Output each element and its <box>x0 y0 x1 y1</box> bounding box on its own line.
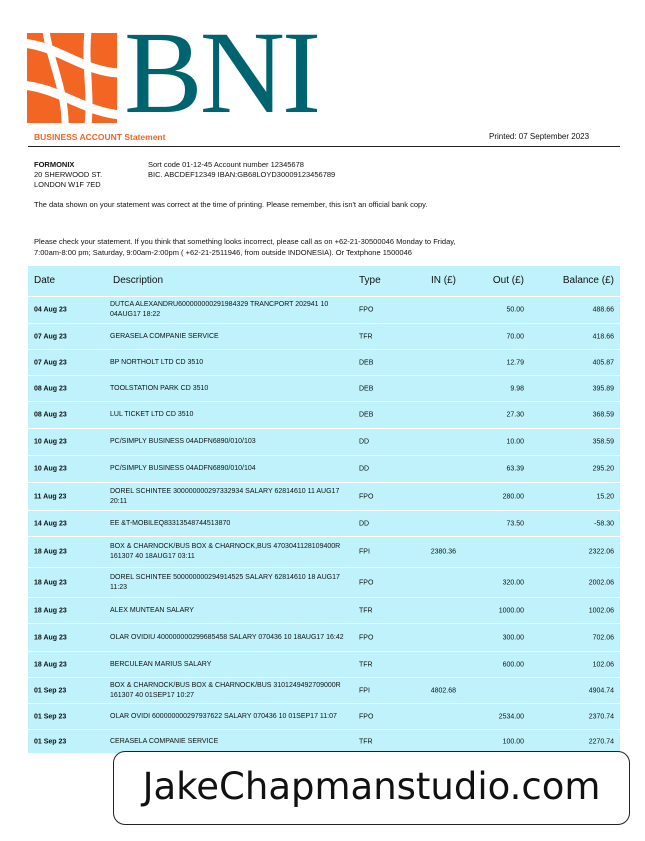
cell-type: DEB <box>359 359 374 366</box>
table-row <box>28 375 620 401</box>
cell-date: 14 Aug 23 <box>34 520 67 527</box>
bic-iban: BIC. ABCDEF12349 IBAN:GB68LOYD30009123456789 <box>148 170 336 179</box>
table-row <box>28 567 620 597</box>
cell-balance: 15.20 <box>596 493 614 500</box>
cell-balance: 702.06 <box>592 634 614 641</box>
cell-description: DUTCA ALEXANDRU600000000291984329 TRANCPORT 202941 10 04AUG17 18:22 <box>110 301 329 318</box>
table-row <box>28 703 620 729</box>
cell-type: FPI <box>359 548 370 556</box>
sort-code-account-number: Sort code 01-12-45 Account number 12345678 <box>148 160 304 169</box>
cell-out: 100.00 <box>502 738 524 745</box>
table-row <box>28 651 620 677</box>
cell-in: 4802.68 <box>430 687 456 694</box>
table-row <box>28 349 620 375</box>
cell-description: GERASELA COMPANIE SERVICE <box>110 332 219 340</box>
header-balance: Balance (£) <box>562 275 614 286</box>
cell-date: 07 Aug 23 <box>34 333 67 340</box>
cell-description: EE &T-MOBILEQ83313548744513870 <box>110 519 231 527</box>
cell-date: 01 Sep 23 <box>34 738 67 745</box>
cell-date: 10 Aug 23 <box>34 465 67 473</box>
table-row <box>28 623 620 651</box>
cell-balance: 395.89 <box>592 385 614 392</box>
cell-date: 08 Aug 23 <box>34 411 67 419</box>
cell-balance: 488.66 <box>592 306 614 314</box>
table-row <box>28 401 620 428</box>
cell-out: 320.00 <box>502 579 524 586</box>
cell-date: 04 Aug 23 <box>34 306 67 314</box>
cell-description: DOREL SCHINTEE 500000000294914525 SALARY 62814610 18 AUG17 11:23 <box>110 573 340 591</box>
transactions-table <box>28 266 620 753</box>
table-row <box>28 482 620 510</box>
printed-date: Printed: 07 September 2023 <box>489 132 590 141</box>
cell-type: TFR <box>359 333 373 340</box>
watermark-banner: JakeChapmanstudio.com <box>113 751 630 825</box>
cell-description: TOOLSTATION PARK CD 3510 <box>110 384 209 392</box>
bni-logo-text: BNI <box>124 7 319 138</box>
cell-date: 10 Aug 23 <box>34 438 67 446</box>
table-body <box>28 296 620 753</box>
cell-date: 01 Sep 23 <box>34 713 67 720</box>
cell-out: 73.50 <box>506 520 524 527</box>
table-row <box>28 677 620 703</box>
address-line-1: 20 SHERWOOD ST. <box>34 170 103 179</box>
cell-date: 01 Sep 23 <box>34 687 67 694</box>
header-divider <box>28 146 620 147</box>
cell-type: FPO <box>359 306 374 314</box>
cell-type: FPI <box>359 687 370 694</box>
statement-title: BUSINESS ACCOUNT Statement <box>34 132 166 142</box>
cell-type: DD <box>359 438 370 446</box>
cell-balance: -58.30 <box>594 520 614 527</box>
header-out: Out (£) <box>492 275 524 286</box>
cell-balance: 4904.74 <box>588 687 614 694</box>
cell-description: PC/SIMPLY BUSINESS 04ADFN6890/010/103 <box>110 438 256 445</box>
cell-type: FPO <box>359 713 374 720</box>
header-in: IN (£) <box>431 275 456 286</box>
cell-out: 27.30 <box>506 411 524 419</box>
cell-description: BP NORTHOLT LTD CD 3510 <box>110 358 204 366</box>
cell-out: 50.00 <box>506 306 524 314</box>
cell-out: 9.98 <box>510 385 524 392</box>
cell-description: CERASELA COMPANIE SERVICE <box>110 737 219 745</box>
header-type: Type <box>359 275 381 286</box>
cell-date: 18 Aug 23 <box>34 634 67 641</box>
cell-out: 10.00 <box>506 438 524 446</box>
cell-type: FPO <box>359 579 374 586</box>
cell-balance: 2002.06 <box>588 579 614 586</box>
customer-name: FORMONIX <box>34 160 75 169</box>
address-line-2: LONDON W1F 7ED <box>34 180 101 189</box>
cell-description: BOX & CHARNOCK/BUS BOX & CHARNOCK/BUS 3101249492709000R 161307 40 01SEP17 10:27 <box>110 681 341 699</box>
cell-type: FPO <box>359 493 374 500</box>
table-row <box>28 597 620 623</box>
cell-out: 300.00 <box>502 634 524 641</box>
cell-out: 2534.00 <box>498 713 524 720</box>
cell-date: 18 Aug 23 <box>34 661 67 668</box>
cell-balance: 358.59 <box>592 438 614 446</box>
cell-balance: 2322.06 <box>588 548 614 556</box>
account-details <box>148 160 335 180</box>
cell-balance: 295.20 <box>592 465 614 473</box>
contact-notice: Please check your statement. If you think that something looks incorrect, please call as on +62-21-30500046 Monday to Friday, 7:00am-8:00 pm; Saturday, 9:00am-2:00pm ( +62-21-2511946, from outside INDONESIA). Or Textphone 1500046 <box>34 237 456 257</box>
cell-type: DD <box>359 465 370 473</box>
cell-type: FPO <box>359 634 374 641</box>
cell-date: 08 Aug 23 <box>34 385 67 392</box>
cell-type: DEB <box>359 411 374 419</box>
cell-description: ALEX MUNTEAN SALARY <box>110 606 194 614</box>
cell-type: TFR <box>359 661 373 668</box>
table-row <box>28 296 620 323</box>
cell-description: PC/SIMPLY BUSINESS 04ADFN6890/010/104 <box>110 465 256 472</box>
cell-balance: 102.06 <box>592 661 614 668</box>
table-row <box>28 428 620 455</box>
cell-description: OLAR OVIDIU 400000000299685458 SALARY 070436 10 18AUG17 16:42 <box>110 633 344 641</box>
cell-balance: 368.59 <box>592 411 614 419</box>
cell-description: BOX & CHARNOCK/BUS BOX & CHARNOCK,BUS 4703041128109400R 161307 40 18AUG17 03:11 <box>110 543 341 560</box>
cell-date: 07 Aug 23 <box>34 359 67 366</box>
table-row <box>28 510 620 536</box>
header-description: Description <box>113 275 164 286</box>
cell-description: DOREL SCHINTEE 300000000297332934 SALARY 62814610 11 AUG17 20:11 <box>110 487 340 505</box>
cell-out: 63.39 <box>506 465 524 473</box>
table-row <box>28 323 620 349</box>
cell-out: 70.00 <box>506 333 524 340</box>
cell-description: BERCULEAN MARIUS SALARY <box>110 660 212 668</box>
cell-type: DEB <box>359 385 374 392</box>
cell-balance: 418.66 <box>592 333 614 340</box>
cell-balance: 2270.74 <box>588 738 614 745</box>
customer-address <box>34 160 102 190</box>
bni-logo-mark-icon <box>27 33 117 123</box>
statement-notice: The data shown on your statement was correct at the time of printing. Please remember, this isn't an official bank copy. <box>34 200 428 209</box>
table-row <box>28 729 620 753</box>
cell-date: 11 Aug 23 <box>34 493 67 500</box>
table-row <box>28 536 620 567</box>
cell-out: 280.00 <box>502 493 524 500</box>
cell-out: 1000.00 <box>498 607 524 614</box>
cell-balance: 405.87 <box>592 359 614 366</box>
cell-balance: 2370.74 <box>588 713 614 720</box>
cell-in: 2380.36 <box>430 548 456 556</box>
cell-type: TFR <box>359 607 373 614</box>
cell-description: LUL TICKET LTD CD 3510 <box>110 411 194 418</box>
table-header <box>28 266 620 296</box>
table-row <box>28 455 620 482</box>
cell-balance: 1002.06 <box>588 607 614 614</box>
header-date: Date <box>34 275 56 286</box>
cell-description: OLAR OVIDI 600000000297937622 SALARY 070436 10 01SEP17 11:07 <box>110 712 337 720</box>
cell-out: 600.00 <box>502 661 524 668</box>
cell-date: 18 Aug 23 <box>34 579 67 586</box>
cell-date: 18 Aug 23 <box>34 607 67 614</box>
cell-date: 18 Aug 23 <box>34 548 67 556</box>
cell-out: 12.79 <box>506 359 524 366</box>
cell-type: TFR <box>359 738 373 745</box>
cell-type: DD <box>359 520 370 527</box>
